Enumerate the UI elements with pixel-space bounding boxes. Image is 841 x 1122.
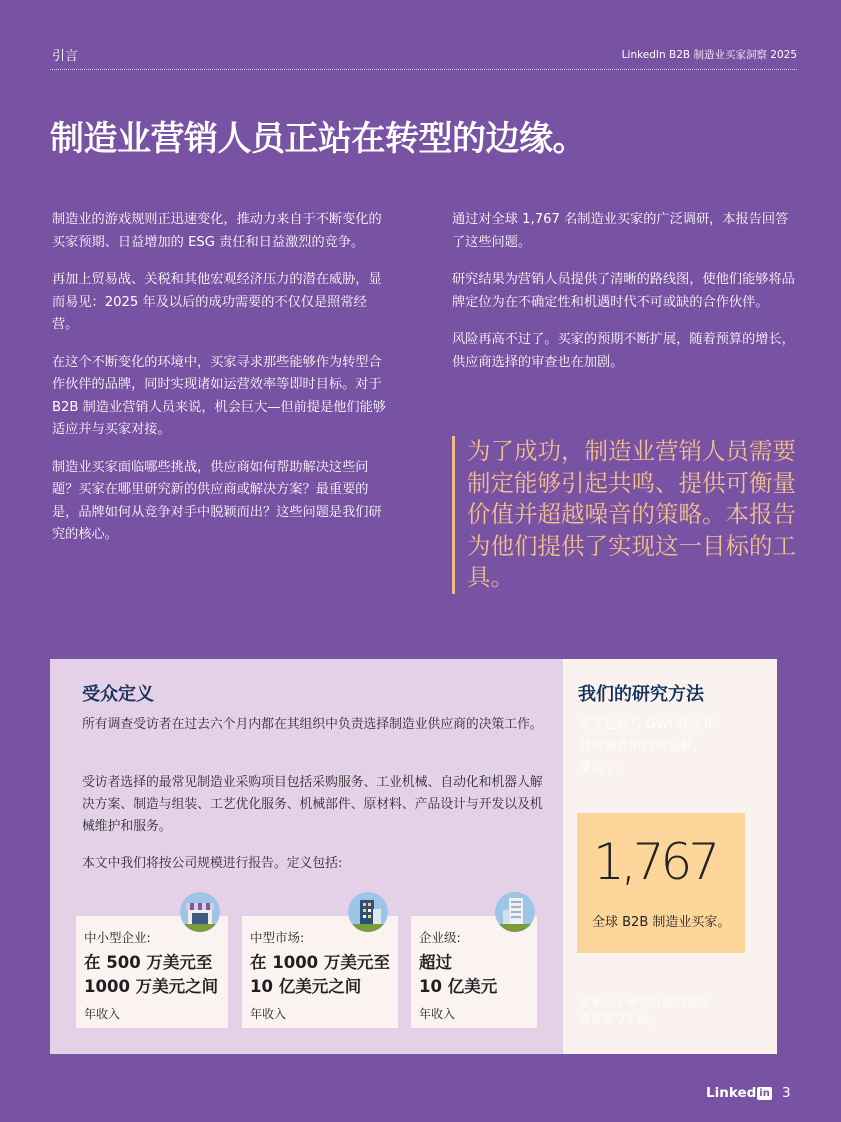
segment-range-line: 在 1000 万美元至 xyxy=(250,953,390,972)
segment-card-smb xyxy=(76,916,228,1028)
segment-card-midmarket xyxy=(242,916,398,1028)
office-building-icon xyxy=(348,892,388,932)
segment-range-line: 1000 万美元之间 xyxy=(84,977,219,996)
segment-label: 企业级: xyxy=(419,930,461,945)
left-column xyxy=(52,209,392,562)
pull-quote: 为了成功，制造业营销人员需要制定能够引起共鸣、提供可衡量价值并超越噪音的策略。本报告为他们提供了实现这一目标的工具。 xyxy=(452,436,817,594)
segment-card-enterprise xyxy=(411,916,537,1028)
method-more-line: 更多关于研究方法的信息 xyxy=(578,995,711,1009)
stat-caption: 全球 B2B 制造业买家。 xyxy=(592,915,731,930)
paragraph: 制造业买家面临哪些挑战，供应商如何帮助解决这些问题？买家在哪里研究新的供应商或解决方案？最重要的是，品牌如何从竞争对手中脱颖而出？这些问题是我们研究的核心。 xyxy=(52,459,382,542)
method-heading: 我们的研究方法 xyxy=(578,684,704,705)
audience-heading: 受众定义 xyxy=(82,684,154,705)
segment-label: 中小型企业: xyxy=(84,930,151,945)
segment-range-line: 10 亿美元之间 xyxy=(250,977,362,996)
method-intro xyxy=(578,714,768,780)
storefront-icon xyxy=(180,892,220,932)
method-more-info xyxy=(578,994,768,1028)
paragraph: 再加上贸易战、关税和其他宏观经济压力的潜在威胁，显而易见：2025 年及以后的成功需要的不仅仅是照常经营。 xyxy=(52,272,382,332)
paragraph: 研究结果为营销人员提供了清晰的路线图，使他们能够将品牌定位为在不确定性和机遇时代不可或缺的合作伙伴。 xyxy=(452,272,795,310)
segment-range xyxy=(84,951,218,999)
method-intro-line: 展的调查所得的见解， xyxy=(578,739,706,754)
segment-unit: 年收入 xyxy=(250,1007,287,1021)
right-column xyxy=(452,209,798,389)
segment-range-line: 在 500 万美元至 xyxy=(84,953,213,972)
section-label: 引言 xyxy=(52,49,79,64)
paragraph: 制造业的游戏规则正迅速变化，推动力来自于不断变化的买家预期、日益增加的 ESG 责任和日益激烈的竞争。 xyxy=(52,212,382,250)
header-divider xyxy=(50,69,797,70)
paragraph: 在这个不断变化的环境中，买家寻求那些能够作为转型合作伙伴的品牌，同时实现诸如运营效率等即时目标。对于 B2B 制造业营销人员来说，机会巨大—但前提是他们能够适应并与买家对接。 xyxy=(52,354,386,437)
segment-range xyxy=(419,951,497,999)
logo-text: Linked xyxy=(706,1085,757,1101)
segment-range-line: 超过 xyxy=(419,953,452,972)
logo-in-box: in xyxy=(759,1088,770,1099)
segment-label: 中型市场: xyxy=(250,930,305,945)
paragraph: 风险再高不过了。买家的预期不断扩展，随着预算的增长，供应商选择的审查也在加剧。 xyxy=(452,332,795,370)
segment-unit: 年收入 xyxy=(84,1007,121,1021)
paragraph: 通过对全球 1,767 名制造业买家的广泛调研，本报告回答了这些问题。 xyxy=(452,212,789,250)
audience-paragraph: 本文中我们将按公司规模进行报告。定义包括: xyxy=(82,856,343,871)
page-title: 制造业营销人员正站在转型的边缘。 xyxy=(50,119,586,159)
segment-unit: 年收入 xyxy=(419,1007,456,1021)
segment-range xyxy=(250,951,390,999)
audience-paragraph: 受访者选择的最常见制造业采购项目包括采购服务、工业机械、自动化和机器人解决方案、制造与组装、工艺优化服务、机械部件、原材料、产品设计与开发以及机械维护和服务。 xyxy=(82,775,543,834)
segment-range-line: 10 亿美元 xyxy=(419,977,498,996)
report-title: LinkedIn B2B 制造业买家洞察 2025 xyxy=(621,49,797,61)
method-more-line: 请见第 27 页。 xyxy=(578,1012,661,1026)
linkedin-logo xyxy=(706,1085,772,1101)
page-number: 3 xyxy=(782,1085,791,1101)
skyscraper-icon xyxy=(495,892,535,932)
stat-number: 1,767 xyxy=(593,833,717,891)
audience-paragraph: 所有调查受访者在过去六个月内都在其组织中负责选择制造业供应商的决策工作。 xyxy=(82,717,543,732)
method-intro-line: 本文包括与 GWI 联合开 xyxy=(578,717,715,732)
method-intro-line: 覆盖了： xyxy=(578,761,630,776)
stat-box xyxy=(577,813,745,953)
